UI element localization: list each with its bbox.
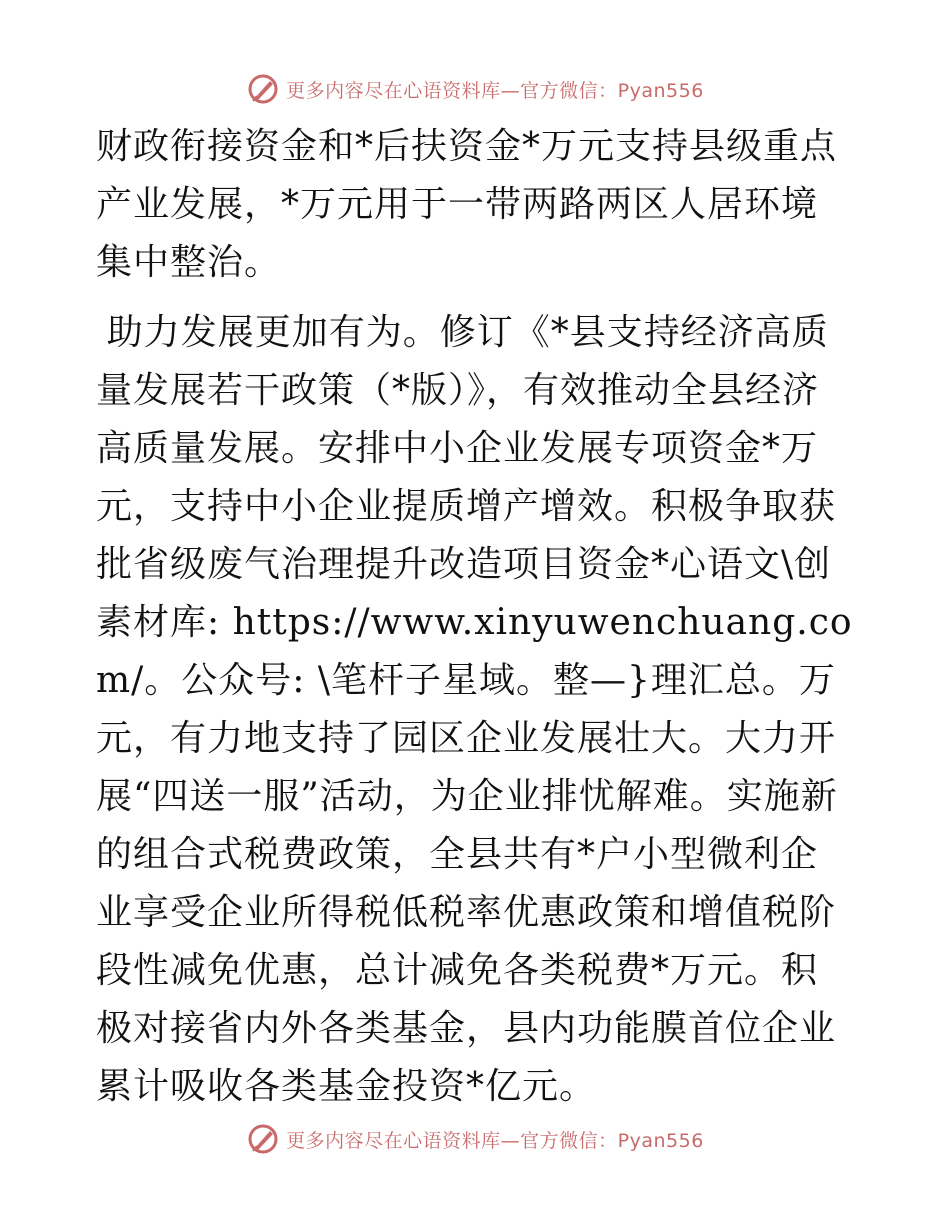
header-watermark-text: 更多内容尽在心语资料库—官方微信：Pyan556 bbox=[286, 79, 704, 102]
paragraph-funding: 财政衔接资金和*后扶资金*万元支持县级重点产业发展，*万元用于一带两路两区人居环境集中整治。 bbox=[96, 126, 838, 283]
paragraph-development: 助力发展更加有为。修订《*县支持经济高质量发展若干政策（*版）》，有效推动全县经济高质量发展。安排中小企业发展专项资金*万元，支持中小企业提质增产增效。积极争取获批省级废气治理提升改造项目资金*心语文\创素材库: https://www.xinyuwenchuang.com/。公众号: \笔杆子星域。整—}理汇总。万元，有力地支持了园区企业发展壮大。大力开展“四送一服”活动，为企业排忧解难。实施新的组合式税费政策，全县共有*户小型微利企业享受企业所得税低税率优惠政策和增值税阶段性减免优惠，总计减免各类税费*万元。积极对接省内外各类基金，县内功能膜首位企业累计吸收各类基金投资*亿元。 bbox=[96, 312, 853, 1107]
quill-logo-icon bbox=[246, 72, 280, 106]
header-watermark-banner bbox=[0, 72, 950, 106]
quill-logo-icon bbox=[246, 1122, 280, 1156]
footer-watermark-text: 更多内容尽在心语资料库—官方微信：Pyan556 bbox=[286, 1129, 704, 1152]
footer-watermark-banner bbox=[0, 1122, 950, 1156]
document-body bbox=[96, 118, 854, 1116]
